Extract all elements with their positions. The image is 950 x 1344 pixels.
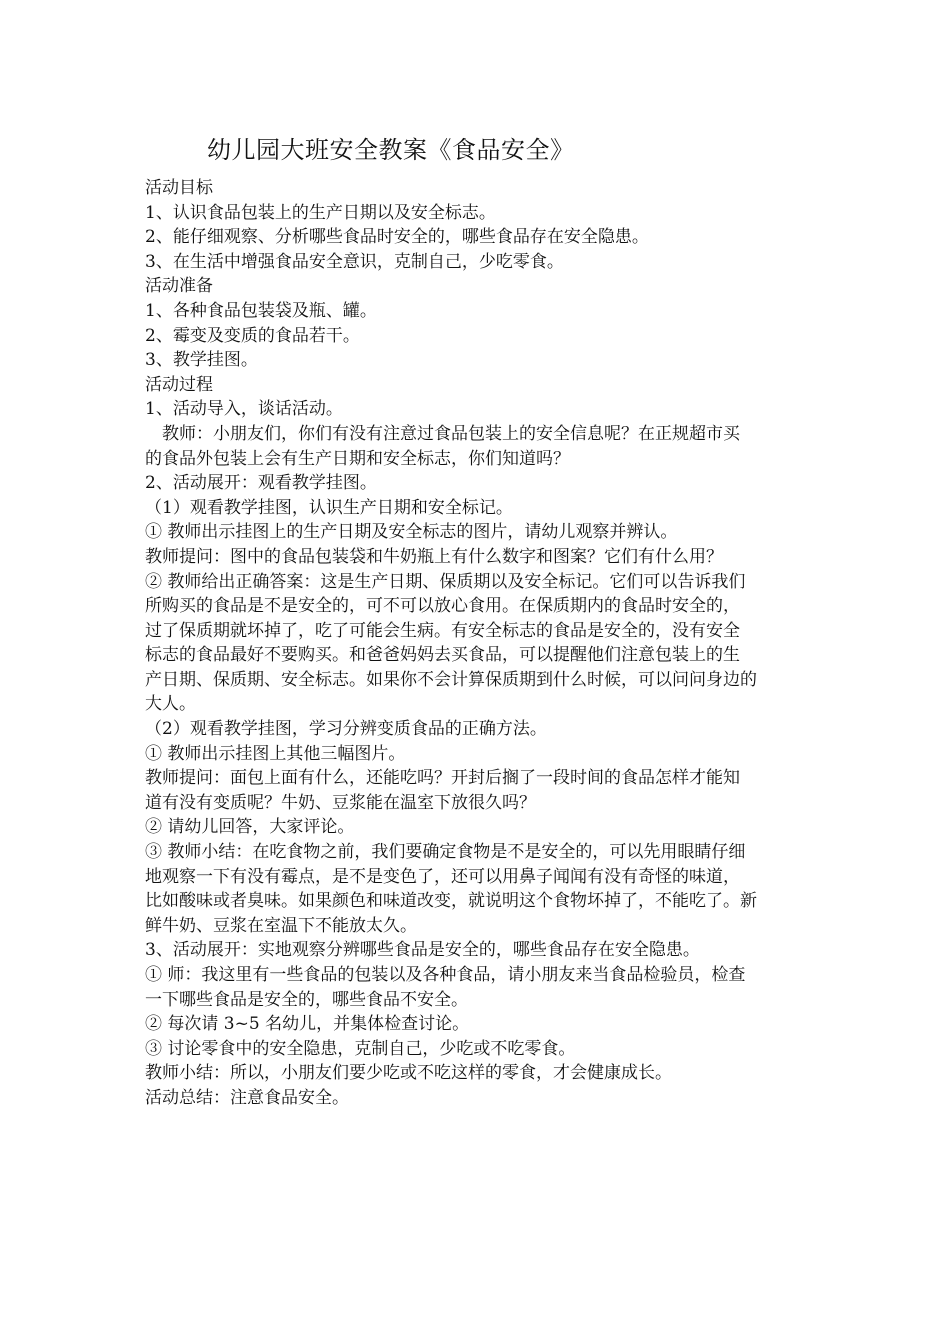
document-line: 教师提问：面包上面有什么，还能吃吗？开封后搁了一段时间的食品怎样才能知 (145, 768, 740, 789)
document-line: 一下哪些食品是安全的，哪些食品不安全。 (145, 989, 468, 1010)
document-line: 3、教学挂图。 (145, 350, 258, 371)
document-line: ① 师：我这里有一些食品的包装以及各种食品，请小朋友来当食品检验员，检查 (145, 965, 746, 985)
document-line: 大人。 (145, 694, 196, 715)
document-line: ③ 教师小结：在吃食物之前，我们要确定食物是不是安全的，可以先用眼睛仔细 (145, 842, 746, 863)
document-line: 教师小结：所以，小朋友们要少吃或不吃这样的零食，才会健康成长。 (145, 1063, 672, 1084)
document-line: ② 教师给出正确答案：这是生产日期、保质期以及安全标记。它们可以告诉我们 (145, 571, 746, 592)
document-line: 3、活动展开：实地观察分辨哪些食品是安全的，哪些食品存在安全隐患。 (145, 940, 700, 961)
document-line: 1、认识食品包装上的生产日期以及安全标志。 (145, 202, 496, 223)
document-line: ② 每次请 3~5 名幼儿，并集体检查讨论。 (145, 1014, 470, 1035)
document-line: 2、能仔细观察、分析哪些食品时安全的，哪些食品存在安全隐患。 (145, 227, 649, 248)
document-line: ① 教师出示挂图上其他三幅图片。 (145, 743, 406, 764)
document-line: 1、各种食品包装袋及瓶、罐。 (145, 300, 377, 321)
document-line: （2）观看教学挂图，学习分辨变质食品的正确方法。 (145, 719, 547, 740)
document-line: 道有没有变质呢？牛奶、豆浆能在温室下放很久吗？ (145, 792, 536, 813)
document-line: 活动过程 (145, 374, 213, 395)
document-line: 活动目标 (145, 178, 213, 198)
document-line: （1）观看教学挂图，认识生产日期和安全标记。 (145, 497, 513, 518)
document-line: 3、在生活中增强食品安全意识，克制自己，少吃零食。 (145, 251, 564, 272)
document-title: 幼儿园大班安全教案《食品安全》 (207, 136, 575, 164)
document-body (145, 176, 807, 1111)
document-line: 地观察一下有没有霉点，是不是变色了，还可以用鼻子闻闻有没有奇怪的味道， (145, 866, 740, 887)
document-line: 活动总结：注意食品安全。 (145, 1087, 349, 1108)
document-line: ② 请幼儿回答，大家评论。 (145, 817, 355, 838)
document-line: 2、活动展开：观看教学挂图。 (145, 473, 377, 494)
document-line: 1、活动导入，谈话活动。 (145, 399, 343, 420)
document-line: 教师：小朋友们，你们有没有注意过食品包装上的安全信息呢？在正规超市买 (145, 423, 740, 444)
document-line: 标志的食品最好不要购买。和爸爸妈妈去买食品，可以提醒他们注意包装上的生 (145, 645, 740, 666)
document-line: ① 教师出示挂图上的生产日期及安全标志的图片，请幼儿观察并辨认。 (145, 522, 678, 543)
document-line: 活动准备 (145, 276, 213, 297)
document-line: 的食品外包装上会有生产日期和安全标志，你们知道吗？ (145, 448, 570, 469)
document-line: ③ 讨论零食中的安全隐患，克制自己，少吃或不吃零食。 (145, 1038, 576, 1059)
document-line: 2、霉变及变质的食品若干。 (145, 325, 360, 346)
document-line: 过了保质期就坏掉了，吃了可能会生病。有安全标志的食品是安全的，没有安全 (145, 620, 740, 641)
document-line: 所购买的食品是不是安全的，可不可以放心食用。在保质期内的食品时安全的， (145, 596, 740, 617)
document-line: 产日期、保质期、安全标志。如果你不会计算保质期到什么时候，可以问问身边的 (145, 669, 757, 690)
document-line: 鲜牛奶、豆浆在室温下不能放太久。 (145, 915, 417, 936)
document-line: 教师提问：图中的食品包装袋和牛奶瓶上有什么数字和图案？它们有什么用？ (145, 546, 723, 567)
document-line: 比如酸味或者臭味。如果颜色和味道改变，就说明这个食物坏掉了，不能吃了。新 (145, 891, 757, 912)
